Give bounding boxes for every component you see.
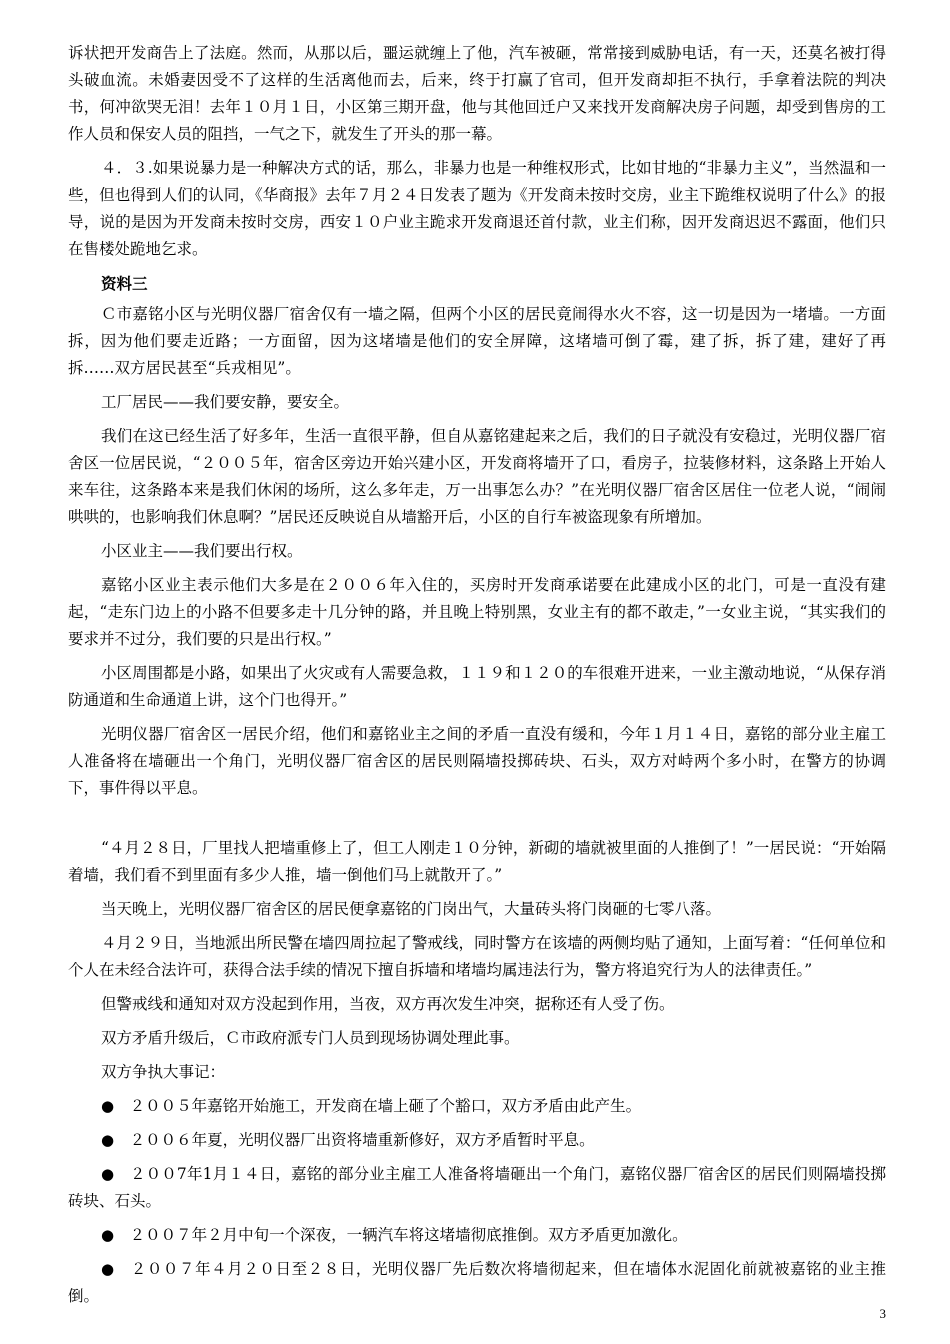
event-item: ● ２００７年２月中旬一个深夜，一辆汽车将这堵墙彻底推倒。双方矛盾更加激化。 xyxy=(101,1226,688,1244)
event-item: ● ２００７年４月２０日至２８日，光明仪器厂先后数次将墙彻起来，但在墙体水泥固化前就被嘉铭的业主推倒。 xyxy=(68,1260,886,1305)
paragraph-factory-residents: 我们在这已经生活了好多年，生活一直很平静，但自从嘉铭建起来之后，我们的日子就没有安稳过，光明仪器厂宿舍区一位居民说，“２００５年，宿舍区旁边开始兴建小区，开发商将墙开了口，看房子，拉装修材料，这条路上开始人来车往，这条路本来是我们休闲的场所，这么多年走，万一出事怎么办？”在光明仪器厂宿舍区居住一位老人说，“闹闹哄哄的，也影响我们休息啊？”居民还反映说自从墙豁开后，小区的自行车被盗现象有所增加。 xyxy=(68,427,886,526)
paragraph-fire-access: 小区周围都是小路，如果出了火灾或有人需要急救，１１９和１２０的车很难开进来，一业主激动地说，“从保存消防通道和生命通道上讲，这个门也得开。” xyxy=(68,664,886,709)
paragraph-gap xyxy=(68,809,886,835)
paragraph-owners: 嘉铭小区业主表示他们大多是在２００６年入住的，买房时开发商承诺要在此建成小区的北门，可是一直没有建起，“走东门边上的小路不但要多走十几分钟的路，并且晚上特别黑，女业主有的都不敢走，”一女业主说，“其实我们的要求并不过分，我们要的只是出行权。” xyxy=(68,576,886,648)
bullet-icon: ● xyxy=(101,1226,115,1244)
paragraph-factory-residents-heading: 工厂居民——我们要安静，要安全。 xyxy=(101,393,350,411)
paragraph-april-29: ４月２９日，当地派出所民警在墙四周拉起了警戒线，同时警方在该墙的两侧均贴了通知，上面写着：“任何单位和个人在未经合法许可，获得合法手续的情况下擅自拆墙和堵墙均属违法行为，警方将追究行为人的法律责任。” xyxy=(68,934,886,979)
section-title: 资料三 xyxy=(101,274,148,293)
page-number: 3 xyxy=(879,1306,886,1321)
paragraph-conflict-again: 但警戒线和通知对双方没起到作用，当夜，双方再次发生冲突，据称还有人受了伤。 xyxy=(101,995,675,1013)
paragraph-government: 双方矛盾升级后，Ｃ市政府派专门人员到现场协调处理此事。 xyxy=(101,1029,520,1047)
bullet-icon: ● xyxy=(101,1165,115,1183)
paragraph-gatehouse: 当天晚上，光明仪器厂宿舍区的居民便拿嘉铭的门岗出气，大量砖头将门岗砸的七零八落。 xyxy=(101,900,722,918)
event-item: ● ２００7年1月１４日，嘉铭的部分业主雇工人准备将墙砸出一个角门，嘉铭仪器厂宿舍区的居民们则隔墙投掷砖块、石头。 xyxy=(68,1165,886,1210)
paragraph-chronicle-heading: 双方争执大事记： xyxy=(101,1063,226,1081)
event-item: ● ２００６年夏，光明仪器厂出资将墙重新修好，双方矛盾暂时平息。 xyxy=(101,1131,595,1149)
bullet-icon: ● xyxy=(101,1260,115,1278)
paragraph-nonviolence: ４．３.如果说暴力是一种解决方式的话，那么，非暴力也是一种维权形式，比如甘地的“非暴力主义”，当然温和一些，但也得到人们的认同，《华商报》去年７月２４日发表了题为《开发商未按时交房，业主下跪维权说明了什么》的报导，说的是因为开发商未按时交房，西安１０户业主跪求开发商退还首付款，业主们称，因开发商迟迟不露面，他们只在售楼处跪地乞求。 xyxy=(68,159,886,258)
paragraph-wall-intro: Ｃ市嘉铭小区与光明仪器厂宿舍仅有一墙之隔，但两个小区的居民竟闹得水火不容，这一切是因为一堵墙。一方面拆，因为他们要走近路；一方面留，因为这堵墙是他们的安全屏障，这堵墙可倒了霉，建了拆，拆了建，建好了再拆……双方居民甚至“兵戎相见”。 xyxy=(68,305,886,377)
bullet-icon: ● xyxy=(101,1131,115,1149)
paragraph-owners-heading: 小区业主——我们要出行权。 xyxy=(101,542,303,560)
document-page xyxy=(68,40,886,1317)
event-item: ● ２００５年嘉铭开始施工，开发商在墙上砸了个豁口，双方矛盾由此产生。 xyxy=(101,1097,642,1115)
paragraph-lawsuit-continuation: 诉状把开发商告上了法庭。然而，从那以后，噩运就缠上了他，汽车被砸，常常接到威胁电话，有一天，还莫名被打得头破血流。未婚妻因受不了这样的生活离他而去，后来，终于打赢了官司，但开发商却拒不执行，手拿着法院的判决书，何冲欲哭无泪！去年１０月１日，小区第三期开盘，他与其他回迁户又来找开发商解决房子问题，却受到售房的工作人员和保安人员的阻挡，一气之下，就发生了开头的那一幕。 xyxy=(68,44,886,143)
paragraph-conflict-jan: 光明仪器厂宿舍区一居民介绍，他们和嘉铭业主之间的矛盾一直没有缓和，今年１月１４日，嘉铭的部分业主雇工人准备将在墙砸出一个角门，光明仪器厂宿舍区的居民则隔墙投掷砖块、石头，双方对峙两个多小时，在警方的协调下，事件得以平息。 xyxy=(68,725,886,797)
paragraph-april-28: “４月２８日，厂里找人把墙重修上了，但工人刚走１０分钟，新砌的墙就被里面的人推倒了！”一居民说：“开始隔着墙，我们看不到里面有多少人推，墙一倒他们马上就散开了。” xyxy=(68,839,886,884)
bullet-icon: ● xyxy=(101,1097,115,1115)
